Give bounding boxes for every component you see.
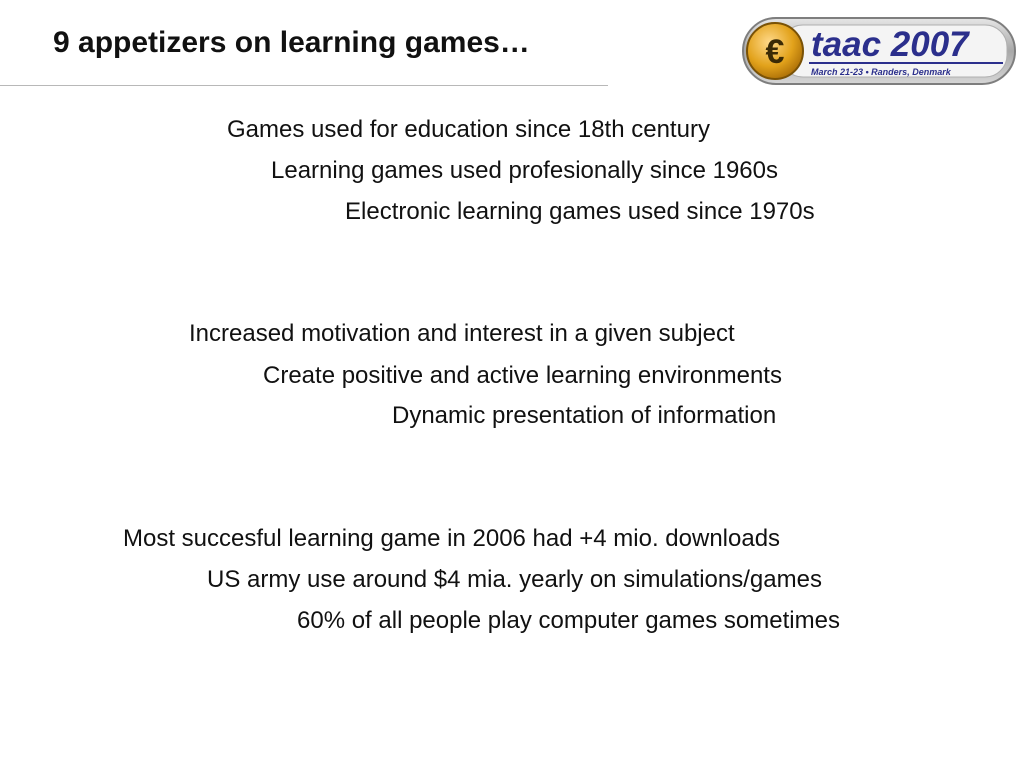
content-line: Increased motivation and interest in a given subject xyxy=(189,320,735,347)
content-line: Create positive and active learning environments xyxy=(263,362,782,389)
content-line: Dynamic presentation of information xyxy=(392,402,777,429)
content-line: Electronic learning games used since 1970s xyxy=(345,198,815,225)
content-line: 60% of all people play computer games sometimes xyxy=(297,607,840,634)
content-line: US army use around $4 mia. yearly on simulations/games xyxy=(207,566,822,593)
content-line: Learning games used profesionally since 1960s xyxy=(271,157,778,184)
logo-brand-text: taac 2007 xyxy=(811,25,969,64)
slide-title: 9 appetizers on learning games… xyxy=(53,26,530,59)
content-line: Most succesful learning game in 2006 had +4 mio. downloads xyxy=(123,525,781,552)
euro-symbol: € xyxy=(765,33,785,71)
taac-2007-logo xyxy=(741,15,1017,87)
title-divider xyxy=(0,85,608,86)
logo-tagline: March 21-23 • Randers, Denmark xyxy=(811,67,951,77)
content-line: Games used for education since 18th century xyxy=(227,116,710,143)
